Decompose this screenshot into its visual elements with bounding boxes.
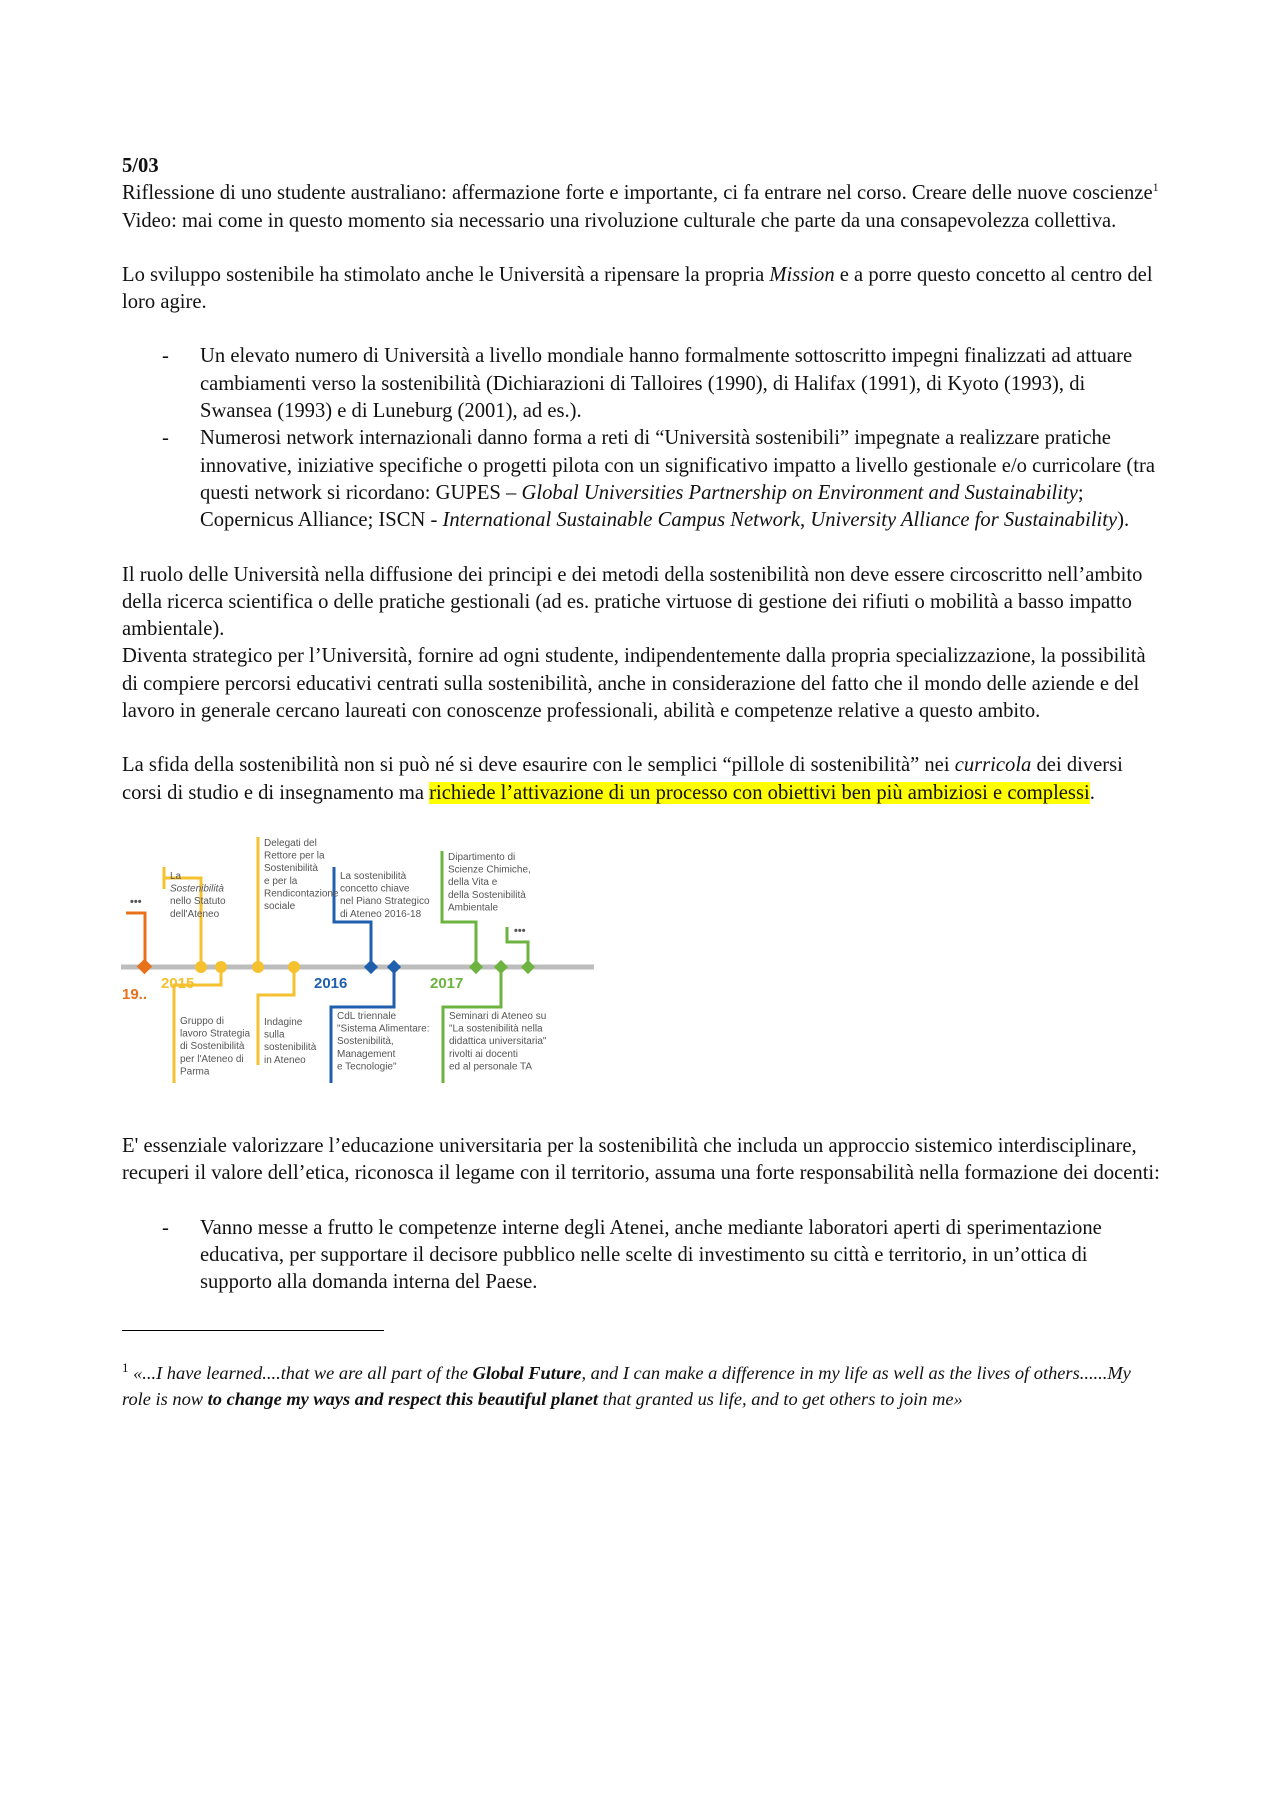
list-item [122,425,1162,534]
timeline-label-line: sociale [264,900,296,912]
timeline-label-line: Rendicontazione [264,888,339,900]
marker-top4 [469,960,483,974]
item2-c: ; Copernicus Alliance; ISCN - [200,481,1084,532]
paragraph-essenziale: E' essenziale valorizzare l’educazione universitaria per la sostenibilità che includa un approccio sistemico interdisciplinare, recuperi il valore dell’etica, riconosca il legame con il territorio, assuma una forte responsabilità nella formazione dei docenti: [122,1134,1160,1185]
footnote-separator [122,1330,384,1331]
marker-bot3 [387,960,401,974]
timeline-label-line: Parma [180,1066,210,1078]
marker-top3 [364,960,378,974]
bullet-list-networks [122,343,1162,534]
marker-bot4 [494,960,508,974]
timeline-label-line: La [170,870,182,882]
footnote-c: , and I can make a difference in my life as well as the lives of others......My role is now [122,1363,1131,1409]
timeline-label-line: in Ateneo [264,1054,306,1066]
timeline-label-line: Indagine [264,1016,303,1028]
footnote-bold-1: Global Future [472,1363,582,1384]
sfida-em: curricola [954,754,1032,777]
timeline-label-line: "La sostenibilità nella [449,1023,543,1035]
item2-b: Global Universities Partnership on Environment and Sustainability [521,481,1078,504]
sfida-a: La sfida della sostenibilità non si può né si deve esaurire con le semplici “pillole di sostenibilità” nei [122,754,955,777]
label-top2 [264,838,339,912]
timeline-label-line: e per la [264,875,298,887]
timeline-figure [121,837,601,1109]
timeline-label-line: nello Statuto [170,896,226,908]
timeline-label-line: concetto chiave [340,883,410,895]
bullet-dash: - [162,1216,169,1239]
date-heading: 5/03 [122,155,159,177]
timeline-label-line: Scienze Chimiche, [448,864,531,876]
intro-line-2: Video: mai come in questo momento sia necessario una rivoluzione culturale che parte da una consapevolezza collettiva. [122,209,1117,232]
timeline-label-line: sulla [264,1029,285,1041]
paragraph-ruolo: Il ruolo delle Università nella diffusione dei principi e dei metodi della sostenibilità non deve essere circoscritto nell’ambito della ricerca scientifica o delle pratiche gestionali (ad es. pratiche virtuose di gestione dei rifiuti o mobilità a basso impatto ambientale). [122,563,1143,641]
item2-e: , [800,509,811,532]
footnote-a: «...I have learned....that we are all part of the [128,1363,473,1384]
mission-after: e a porre questo concetto al centro del loro agire. [122,263,1153,314]
timeline-label-line: Management [337,1048,396,1060]
timeline-label-line: dell'Ateneo [170,908,220,920]
timeline-label-line: della Vita e [448,877,498,889]
timeline-label-line: rivolti ai docenti [449,1048,518,1060]
label-top3 [340,871,430,920]
timeline-label-line: nel Piano Strategico [340,896,430,908]
marker-top2 [252,961,264,973]
mission-em: Mission [769,263,835,286]
ellipsis-left: ••• [130,895,142,908]
item2-d: International Sustainable Campus Network [442,509,801,532]
bullet-dash: - [162,345,169,368]
list-item [122,1215,1162,1297]
list-item [122,343,1162,425]
footnote [122,1361,1162,1412]
timeline-label-line: ed al personale TA [449,1061,533,1073]
marker-orange [137,959,153,975]
label-bot2 [264,1017,317,1066]
year-2015: 2015 [161,974,195,992]
timeline-label-line: Sostenibilità [264,863,318,875]
marker-top1 [195,961,207,973]
timeline-label-line: per l'Ateneo di [180,1053,244,1065]
mission-before: Lo sviluppo sostenibile ha stimolato anche le Università a ripensare la propria [122,263,770,286]
footnote-bold-2: to change my ways and respect this beautiful planet [207,1388,598,1409]
timeline-label-line: sostenibilità [264,1042,317,1054]
bullet-list-competenze [122,1215,1162,1297]
timeline-label-line: "Sistema Alimentare: [337,1023,430,1035]
label-bot1 [180,1016,250,1077]
timeline-label-line: Gruppo di [180,1015,224,1027]
intro-text: Riflessione di uno studente australiano: affermazione forte e importante, ci fa entrare nel corso. Creare delle nuove coscienze [122,182,1153,205]
ellipsis-right: ••• [514,924,526,937]
bullet-dash: - [162,427,169,450]
paragraph-sfida [122,752,1162,807]
paragraph-strategico: Diventa strategico per l’Università, fornire ad ogni studente, indipendentemente dalla propria specializzazione, la possibilità di compiere percorsi educativi centrati sulla sostenibilità, anche in considerazione del fatto che il mondo delle aziende e del lavoro in generale cercano laureati con conoscenze professionali, abilità e competenze relative a questo ambito. [122,645,1146,723]
item2-a: Numerosi network internazionali danno forma a reti di “Università sostenibili” impegnate a realizzare pratiche innovative, iniziative specifiche o progetti pilota con un significativo impatto a livello gestionale e/o curricolare (tra questi network si ricordano: GUPES – [200,427,1156,504]
timeline-label-line: di Ateneo 2016-18 [340,908,422,920]
timeline-label-line: e Tecnologie" [337,1061,397,1073]
timeline-label-line: Sostenibilità [170,883,224,895]
timeline-label-line: La sostenibilità [340,870,407,882]
item2-f: University Alliance for Sustainability [810,509,1118,532]
timeline-label-line: Delegati del [264,837,317,849]
footnote-d: that granted us life, and to get others to join me» [597,1388,963,1409]
timeline-label-line: di Sostenibilità [180,1041,245,1053]
item2-g: ). [1117,509,1130,532]
timeline-label-line: Sostenibilità, [337,1036,394,1048]
timeline-label-line: Rettore per la [264,850,325,862]
paragraph-mission [122,262,1162,317]
marker-end [521,960,535,974]
footnote-ref[interactable]: 1 [1152,180,1159,195]
timeline-label-line: CdL triennale [337,1010,397,1022]
list-item-text: Vanno messe a frutto le competenze interne degli Atenei, anche mediante laboratori aperti di sperimentazione educativa, per supportare il decisore pubblico nelle scelte di investimento su città e territorio, in un’ottica di supporto alla domanda interna del Paese. [200,1216,1102,1294]
timeline-label-line: Seminari di Ateneo su [449,1010,547,1022]
label-bot4 [449,1011,547,1072]
intro-line-1 [122,180,1162,207]
timeline-svg [121,837,601,1109]
label-top4 [448,852,531,913]
list-item-text: Un elevato numero di Università a livello mondiale hanno formalmente sottoscritto impegni finalizzati ad attuare cambiamenti verso la sostenibilità (Dichiarazioni di Talloires (1990), di Halifax (1991), di Kyoto (1993), di Swansea (1993) e di Luneburg (2001), ad es.). [200,345,1133,423]
sfida-b: dei diversi corsi di studio e di insegnamento ma [122,754,1123,804]
timeline-label-line: lavoro Strategia [180,1028,251,1040]
label-bot3 [337,1011,429,1072]
sfida-c: . [1089,781,1095,804]
year-2017: 2017 [430,974,464,992]
marker-bot2 [288,961,300,973]
year-19: 19.. [122,985,148,1003]
document-page [122,153,1162,1412]
marker-bot1 [215,961,227,973]
timeline-label-line: didattica universitaria" [449,1036,547,1048]
footnote-number: 1 [122,1360,129,1376]
connector-orange [126,913,145,967]
highlighted-text: richiede l’attivazione di un processo con obiettivi ben più ambiziosi e complessi [429,781,1090,804]
timeline-label-line: Dipartimento di [448,851,516,863]
timeline-label-line: della Sostenibilità [448,889,526,901]
timeline-label-line: Ambientale [448,902,499,914]
year-2016: 2016 [314,974,348,992]
